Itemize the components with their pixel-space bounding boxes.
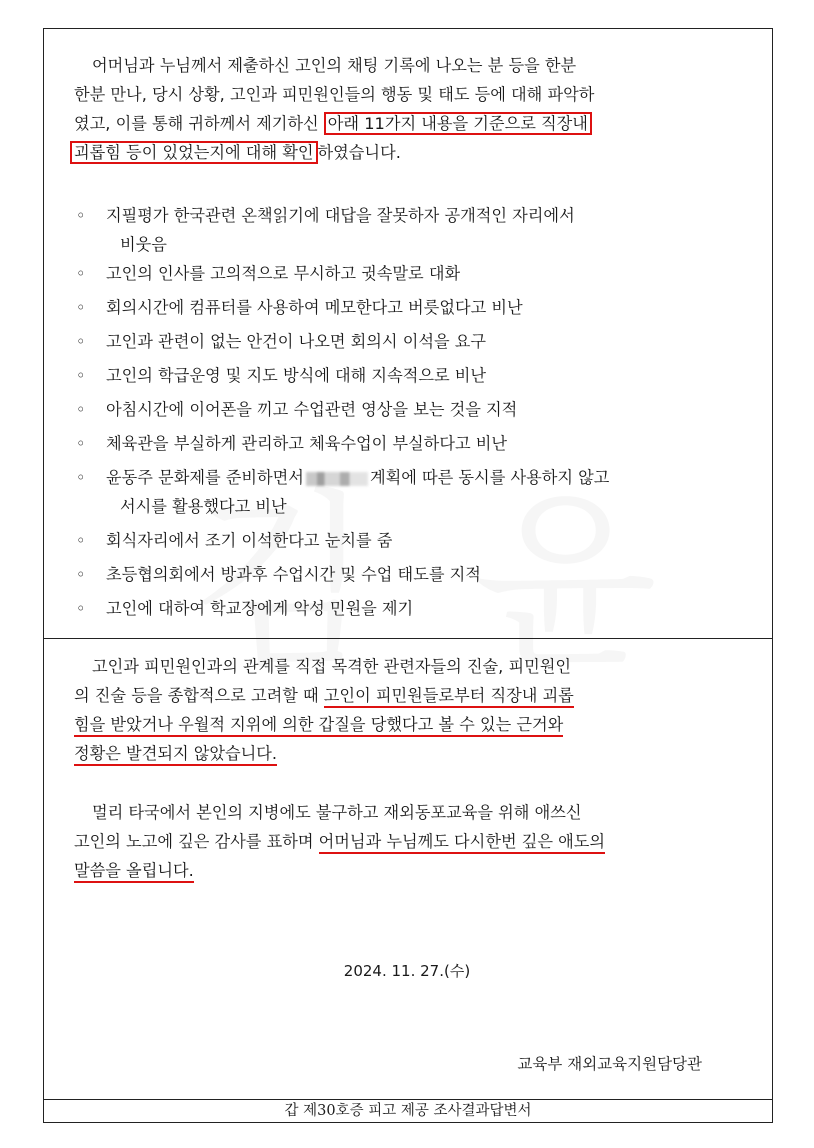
list-item: ◦ 지필평가 한국관련 온책읽기에 대답을 잘못하자 공개적인 자리에서 비웃음 bbox=[76, 201, 736, 259]
conclusion-line bbox=[74, 739, 734, 768]
intro-line: 한분 만나, 당시 상황, 고인과 피민원인들의 행동 및 태도 등에 대해 파악하 bbox=[74, 85, 595, 104]
list-item: ◦ 아침시간에 이어폰을 끼고 수업관련 영상을 보는 것을 지적 bbox=[76, 395, 736, 424]
thanks-line: 고인의 노고에 깊은 감사를 표하며 어머님과 누님께도 다시한번 깊은 애도의 bbox=[74, 827, 734, 856]
conclusion-paragraph bbox=[74, 652, 734, 768]
list-item: ◦ 고인과 관련이 없는 안건이 나오면 회의시 이석을 요구 bbox=[76, 327, 736, 356]
conclusion-line: 의 진술 등을 종합적으로 고려할 때 고인이 피민원들로부터 직장내 괴롭 bbox=[74, 681, 734, 710]
underlined-text: 고인이 피민원들로부터 직장내 괴롭 bbox=[324, 686, 574, 708]
thanks-line: 멀리 타국에서 본인의 지병에도 불구하고 재외동포교육을 위해 애쓰신 bbox=[92, 803, 582, 822]
list-item: ◦ 초등협의회에서 방과후 수업시간 및 수업 태도를 지적 bbox=[76, 560, 736, 589]
conclusion-line bbox=[74, 710, 734, 739]
list-item: ◦ 고인의 인사를 고의적으로 무시하고 귓속말로 대화 bbox=[76, 259, 736, 288]
list-item: ◦ 윤동주 문화제를 준비하면서 계획에 따른 동시를 사용하지 않고 서시를 활용했다고 비난 bbox=[76, 463, 736, 521]
list-item: ◦ 회의시간에 컴퓨터를 사용하여 메모한다고 버릇없다고 비난 bbox=[76, 293, 736, 322]
underlined-text: 힘을 받았거나 우월적 지위에 의한 갑질을 당했다고 볼 수 있는 근거와 bbox=[74, 715, 563, 737]
document-date: 2024. 11. 27.(수) bbox=[343, 962, 471, 980]
list-item: ◦ 체육관을 부실하게 관리하고 체육수업이 부실하다고 비난 bbox=[76, 429, 736, 458]
section-divider bbox=[43, 638, 773, 639]
highlight-box: 아래 11가지 내용을 기준으로 직장내 bbox=[324, 112, 592, 135]
intro-line: 괴롭힘 등이 있었는지에 대해 확인 하였습니다. bbox=[74, 138, 734, 167]
underlined-text: 말씀을 올립니다. bbox=[74, 861, 194, 883]
list-item: ◦ 회식자리에서 조기 이석한다고 눈치를 줌 bbox=[76, 526, 736, 555]
highlight-box: 괴롭힘 등이 있었는지에 대해 확인 bbox=[70, 141, 318, 164]
underlined-text: 정황은 발견되지 않았습니다. bbox=[74, 744, 277, 766]
redacted-blur bbox=[306, 472, 368, 486]
list-item: ◦ 고인에 대하여 학교장에게 악성 민원을 제기 bbox=[76, 594, 736, 623]
thanks-line bbox=[74, 856, 734, 885]
conclusion-line: 고인과 피민원인과의 관계를 직접 목격한 관련자들의 진술, 피민원인 bbox=[92, 657, 572, 676]
exhibit-caption: 갑 제30호증 피고 제공 조사결과답변서 bbox=[284, 1103, 532, 1119]
underlined-text: 어머님과 누님께도 다시한번 깊은 애도의 bbox=[319, 832, 605, 854]
list-item: ◦ 고인의 학급운영 및 지도 방식에 대해 지속적으로 비난 bbox=[76, 361, 736, 390]
intro-paragraph bbox=[74, 51, 734, 167]
complaint-list bbox=[76, 201, 736, 623]
intro-line: 였고, 이를 통해 귀하께서 제기하신 아래 11가지 내용을 기준으로 직장내 bbox=[74, 109, 734, 138]
intro-line: 어머님과 누님께서 제출하신 고인의 채팅 기록에 나오는 분 등을 한분 bbox=[92, 56, 577, 75]
signature: 교육부 재외교육지원담당관 bbox=[517, 1055, 702, 1073]
thanks-paragraph bbox=[74, 798, 734, 885]
